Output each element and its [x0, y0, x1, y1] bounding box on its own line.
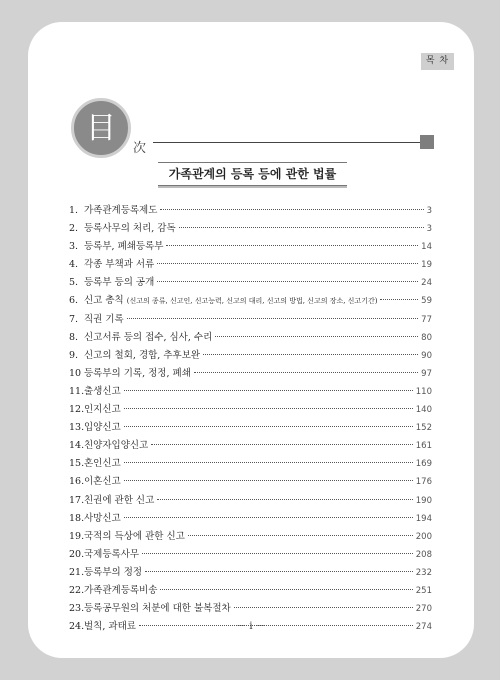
toc-entry-page: 24 — [421, 278, 432, 289]
toc-leader-dots — [157, 263, 418, 264]
toc-leader-dots — [234, 607, 413, 608]
toc-leader-dots — [166, 245, 418, 246]
toc-entry-label — [84, 419, 121, 433]
toc-entry-number: 8. — [69, 331, 79, 343]
heading-sub-char: 次 — [133, 141, 147, 156]
toc-entry-number: 14. — [69, 440, 85, 452]
toc-entry-label — [84, 437, 148, 451]
toc-entry-label — [84, 510, 121, 524]
toc-entry-label — [84, 311, 124, 325]
toc-entry-title: 등록공무원의 처분에 대한 불복절차 — [84, 603, 231, 615]
toc-leader-dots — [124, 426, 413, 427]
toc-entry-page: 161 — [415, 441, 432, 452]
toc-entry[interactable] — [69, 274, 432, 292]
toc-entry-page: 19 — [421, 260, 432, 271]
toc-entry-label — [84, 600, 231, 614]
toc-entry-page: 274 — [415, 622, 432, 633]
toc-entry-title: 인지신고 — [84, 404, 121, 416]
toc-entry-title: 등록부 등의 공개 — [84, 277, 155, 289]
toc-entry-page: 251 — [415, 585, 432, 596]
toc-entry-number: 23. — [69, 603, 85, 615]
toc-entry-number: 16. — [69, 476, 85, 488]
toc-entry-number: 6. — [69, 295, 79, 307]
toc-leader-dots — [179, 227, 424, 228]
toc-entry-page: 14 — [421, 242, 432, 253]
toc-entry[interactable] — [69, 600, 432, 618]
toc-entry[interactable] — [69, 292, 432, 310]
toc-leader-dots — [124, 480, 413, 481]
toc-leader-dots — [380, 299, 418, 300]
table-of-contents — [69, 202, 432, 636]
toc-entry-title: 국적의 득상에 관한 신고 — [84, 530, 185, 542]
toc-leader-dots — [142, 553, 413, 554]
toc-entry[interactable] — [69, 383, 432, 401]
toc-entry-title: 신고의 철회, 경합, 추후보완 — [84, 349, 201, 361]
toc-leader-dots — [160, 589, 412, 590]
toc-entry-number: 7. — [69, 313, 79, 325]
toc-entry-number: 5. — [69, 277, 79, 289]
toc-entry[interactable] — [69, 419, 432, 437]
toc-leader-dots — [215, 336, 418, 337]
toc-entry-number: 9. — [69, 349, 79, 361]
toc-entry-label — [84, 546, 139, 560]
toc-entry-number: 15. — [69, 458, 85, 470]
toc-leader-dots — [124, 517, 413, 518]
toc-entry-label — [84, 238, 163, 252]
toc-entry-title: 사망신고 — [84, 512, 121, 524]
toc-entry[interactable] — [69, 347, 432, 365]
heading-rule-box — [420, 135, 434, 149]
toc-entry-page: 200 — [415, 531, 432, 542]
toc-entry-label — [84, 292, 377, 306]
toc-entry[interactable] — [69, 202, 432, 220]
toc-entry-page: 77 — [421, 314, 432, 325]
toc-entry-title: 국제등록사무 — [84, 548, 140, 560]
toc-entry-page: 97 — [421, 368, 432, 379]
toc-entry-page: 194 — [415, 513, 432, 524]
section-badge: 목 차 — [421, 53, 454, 70]
toc-leader-dots — [151, 444, 413, 445]
toc-entry-subtitle: (신고의 종류, 신고인, 신고능력, 신고의 대리, 신고의 방법, 신고의 장소, 신고기간) — [126, 297, 378, 306]
toc-entry-title: 등록부의 기록, 정정, 폐쇄 — [84, 367, 191, 379]
toc-entry-title: 등록부의 정정 — [84, 566, 143, 578]
toc-entry-title: 등록사무의 처리, 감독 — [84, 223, 176, 235]
toc-entry-title: 혼인신고 — [84, 458, 121, 470]
toc-entry-title: 등록부, 폐쇄등록부 — [84, 241, 164, 253]
toc-entry-page: 176 — [415, 477, 432, 488]
toc-leader-dots — [203, 354, 418, 355]
toc-entry-page: 110 — [415, 386, 432, 397]
toc-leader-dots — [194, 372, 418, 373]
toc-entry-number: 10 — [69, 367, 82, 379]
toc-entry[interactable] — [69, 492, 432, 510]
toc-entry-title: 가족관계등록비송 — [84, 584, 158, 596]
heading-circle-char: 目 — [71, 98, 131, 158]
toc-entry[interactable] — [69, 401, 432, 419]
toc-entry[interactable] — [69, 311, 432, 329]
page-number: － i － — [236, 621, 266, 632]
toc-entry-page: 80 — [421, 332, 432, 343]
toc-entry-page: 208 — [415, 549, 432, 560]
toc-entry-number: 18. — [69, 512, 85, 524]
toc-entry-label — [84, 582, 157, 596]
toc-leader-dots — [188, 535, 413, 536]
toc-entry[interactable] — [69, 238, 432, 256]
toc-entry-label — [84, 564, 142, 578]
toc-entry-title: 신고 총칙 — [84, 295, 124, 307]
toc-entry-label — [84, 202, 157, 216]
heading-rule — [153, 142, 420, 143]
toc-entry-label — [84, 347, 200, 361]
toc-entry-title: 직권 기록 — [84, 313, 124, 325]
toc-leader-dots — [124, 408, 413, 409]
toc-entry-number: 2. — [69, 223, 79, 235]
document-title: 가족관계의 등록 등에 관한 법률 — [158, 162, 347, 186]
toc-entry-page: 3 — [426, 206, 432, 216]
toc-entry[interactable] — [69, 455, 432, 473]
toc-leader-dots — [160, 209, 423, 210]
toc-entry-number: 17. — [69, 494, 85, 506]
toc-entry-title: 이혼신고 — [84, 476, 121, 488]
toc-entry[interactable] — [69, 564, 432, 582]
toc-entry[interactable] — [69, 528, 432, 546]
toc-entry[interactable] — [69, 437, 432, 455]
toc-entry-title: 가족관계등록제도 — [84, 205, 158, 216]
toc-entry-label — [84, 274, 154, 288]
toc-entry-number: 22. — [69, 584, 85, 596]
toc-entry-title: 친양자입양신고 — [84, 440, 149, 452]
toc-entry-number: 24. — [69, 621, 85, 633]
toc-leader-dots — [145, 571, 413, 572]
toc-entry-title: 벌칙, 과태료 — [84, 621, 136, 633]
toc-entry-label — [84, 473, 121, 487]
toc-entry[interactable] — [69, 510, 432, 528]
document-page — [28, 22, 474, 658]
toc-leader-dots — [157, 499, 412, 500]
toc-entry-number: 1. — [69, 205, 79, 216]
toc-entry-page: 59 — [421, 296, 432, 307]
toc-entry-label — [84, 401, 121, 415]
toc-entry[interactable] — [69, 473, 432, 491]
toc-entry-label — [84, 329, 212, 343]
toc-leader-dots — [157, 281, 418, 282]
toc-entry-page: 270 — [415, 604, 432, 615]
toc-entry-label — [84, 455, 121, 469]
toc-entry[interactable] — [69, 546, 432, 564]
toc-entry-label — [84, 528, 185, 542]
toc-entry-page: 3 — [426, 224, 432, 235]
toc-entry-title: 신고서류 등의 접수, 심사, 수리 — [84, 331, 213, 343]
toc-entry-number: 12. — [69, 404, 85, 416]
toc-entry-number: 11. — [69, 385, 85, 397]
toc-entry-label — [84, 365, 191, 379]
toc-entry-page: 232 — [415, 567, 432, 578]
toc-entry-number: 13. — [69, 422, 85, 434]
toc-entry[interactable] — [69, 365, 432, 383]
toc-entry-page: 190 — [415, 495, 432, 506]
toc-leader-dots — [124, 462, 413, 463]
toc-entry[interactable] — [69, 220, 432, 238]
toc-entry-page: 169 — [415, 459, 432, 470]
toc-entry-title: 각종 부책과 서류 — [84, 259, 155, 271]
toc-entry-number: 19. — [69, 530, 85, 542]
toc-entry-title: 친권에 관한 신고 — [84, 494, 155, 506]
toc-leader-dots — [124, 390, 413, 391]
title-box — [158, 162, 347, 186]
toc-entry-number: 20. — [69, 548, 85, 560]
toc-entry[interactable] — [69, 329, 432, 347]
toc-entry-number: 21. — [69, 566, 85, 578]
toc-entry-label — [84, 492, 154, 506]
toc-entry-page: 90 — [421, 350, 432, 361]
toc-entry[interactable] — [69, 256, 432, 274]
toc-entry-label — [84, 256, 154, 270]
toc-entry-number: 4. — [69, 259, 79, 271]
toc-entry-page: 152 — [415, 423, 432, 434]
toc-entry-label — [84, 220, 176, 234]
toc-entry-label — [84, 383, 121, 397]
toc-entry[interactable] — [69, 582, 432, 600]
toc-leader-dots — [127, 318, 418, 319]
toc-entry-title: 입양신고 — [84, 422, 121, 434]
toc-entry-page: 140 — [415, 405, 432, 416]
toc-entry-title: 출생신고 — [84, 385, 121, 397]
toc-entry-number: 3. — [69, 241, 79, 253]
